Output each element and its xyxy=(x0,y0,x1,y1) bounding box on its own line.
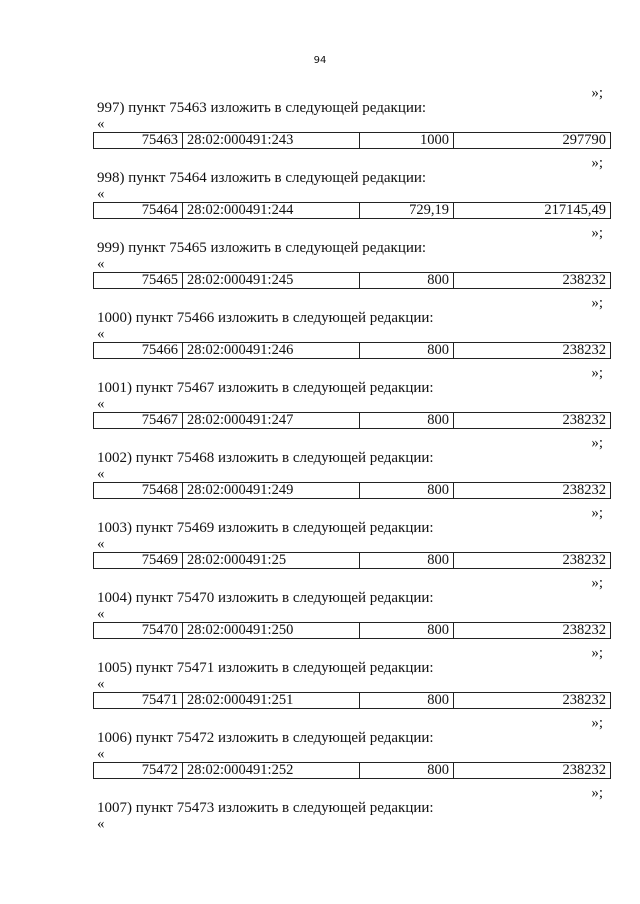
data-table xyxy=(93,202,611,219)
amendment-instruction: 1005) пункт 75471 изложить в следующей редакции: xyxy=(97,660,434,676)
page-number: 94 xyxy=(313,55,327,66)
data-table xyxy=(93,692,611,709)
area-cell: 800 xyxy=(360,343,454,359)
amendment-instruction: 1002) пункт 75468 изложить в следующей редакции: xyxy=(97,450,434,466)
opening-quote: « xyxy=(97,256,105,272)
table-row xyxy=(94,133,611,149)
cadastral-number-cell: 28:02:000491:250 xyxy=(183,623,360,639)
table-row xyxy=(94,553,611,569)
cadastral-number-cell: 28:02:000491:247 xyxy=(183,413,360,429)
data-table xyxy=(93,342,611,359)
value-cell: 238232 xyxy=(454,693,611,709)
value-cell: 238232 xyxy=(454,623,611,639)
amendment-instruction: 1007) пункт 75473 изложить в следующей редакции: xyxy=(97,800,434,816)
item-number-cell: 75464 xyxy=(94,203,183,219)
area-cell: 1000 xyxy=(360,133,454,149)
value-cell: 297790 xyxy=(454,133,611,149)
amendment-instruction: 999) пункт 75465 изложить в следующей редакции: xyxy=(97,240,427,256)
opening-quote: « xyxy=(97,536,105,552)
table-row xyxy=(94,203,611,219)
amendment-block xyxy=(93,155,611,225)
cadastral-number-cell: 28:02:000491:25 xyxy=(183,553,360,569)
cadastral-number-cell: 28:02:000491:246 xyxy=(183,343,360,359)
closing-quote: »; xyxy=(591,155,603,171)
closing-quote: »; xyxy=(591,225,603,241)
opening-quote: « xyxy=(97,746,105,762)
amendment-block xyxy=(93,715,611,785)
item-number-cell: 75470 xyxy=(94,623,183,639)
cadastral-number-cell: 28:02:000491:243 xyxy=(183,133,360,149)
closing-quote: »; xyxy=(591,645,603,661)
data-table xyxy=(93,482,611,499)
closing-quote: »; xyxy=(591,505,603,521)
amendment-instruction: 997) пункт 75463 изложить в следующей редакции: xyxy=(97,100,427,116)
opening-quote: « xyxy=(97,816,105,832)
item-number-cell: 75467 xyxy=(94,413,183,429)
table-row xyxy=(94,483,611,499)
area-cell: 800 xyxy=(360,693,454,709)
opening-quote: « xyxy=(97,326,105,342)
area-cell: 800 xyxy=(360,273,454,289)
cadastral-number-cell: 28:02:000491:245 xyxy=(183,273,360,289)
opening-quote: « xyxy=(97,116,105,132)
area-cell: 800 xyxy=(360,763,454,779)
item-number-cell: 75466 xyxy=(94,343,183,359)
data-table xyxy=(93,132,611,149)
opening-quote: « xyxy=(97,186,105,202)
closing-quote: »; xyxy=(591,715,603,731)
area-cell: 800 xyxy=(360,623,454,639)
amendment-block xyxy=(93,505,611,575)
amendment-block xyxy=(93,85,611,155)
closing-quote: »; xyxy=(591,435,603,451)
amendment-block xyxy=(93,785,611,835)
value-cell: 238232 xyxy=(454,763,611,779)
closing-quote: »; xyxy=(591,365,603,381)
opening-quote: « xyxy=(97,396,105,412)
opening-quote: « xyxy=(97,676,105,692)
area-cell: 800 xyxy=(360,483,454,499)
amendment-instruction: 1006) пункт 75472 изложить в следующей редакции: xyxy=(97,730,434,746)
closing-quote: »; xyxy=(591,575,603,591)
table-row xyxy=(94,273,611,289)
amendment-block xyxy=(93,435,611,505)
data-table xyxy=(93,622,611,639)
data-table xyxy=(93,412,611,429)
amendment-instruction: 1001) пункт 75467 изложить в следующей редакции: xyxy=(97,380,434,396)
amendment-instruction: 1000) пункт 75466 изложить в следующей редакции: xyxy=(97,310,434,326)
area-cell: 800 xyxy=(360,413,454,429)
item-number-cell: 75463 xyxy=(94,133,183,149)
amendment-block xyxy=(93,225,611,295)
item-number-cell: 75471 xyxy=(94,693,183,709)
table-row xyxy=(94,693,611,709)
table-row xyxy=(94,343,611,359)
value-cell: 238232 xyxy=(454,483,611,499)
item-number-cell: 75469 xyxy=(94,553,183,569)
value-cell: 238232 xyxy=(454,343,611,359)
closing-quote: »; xyxy=(591,295,603,311)
cadastral-number-cell: 28:02:000491:244 xyxy=(183,203,360,219)
amendment-instruction: 998) пункт 75464 изложить в следующей редакции: xyxy=(97,170,427,186)
area-cell: 729,19 xyxy=(360,203,454,219)
table-row xyxy=(94,763,611,779)
item-number-cell: 75468 xyxy=(94,483,183,499)
data-table xyxy=(93,552,611,569)
item-number-cell: 75465 xyxy=(94,273,183,289)
amendment-block xyxy=(93,645,611,715)
cadastral-number-cell: 28:02:000491:251 xyxy=(183,693,360,709)
amendment-block xyxy=(93,575,611,645)
closing-quote: »; xyxy=(591,785,603,801)
closing-quote: »; xyxy=(591,85,603,101)
table-row xyxy=(94,623,611,639)
cadastral-number-cell: 28:02:000491:252 xyxy=(183,763,360,779)
amendment-instruction: 1004) пункт 75470 изложить в следующей редакции: xyxy=(97,590,434,606)
table-row xyxy=(94,413,611,429)
amendment-block xyxy=(93,295,611,365)
area-cell: 800 xyxy=(360,553,454,569)
opening-quote: « xyxy=(97,606,105,622)
item-number-cell: 75472 xyxy=(94,763,183,779)
value-cell: 217145,49 xyxy=(454,203,611,219)
amendment-block xyxy=(93,365,611,435)
value-cell: 238232 xyxy=(454,273,611,289)
data-table xyxy=(93,272,611,289)
data-table xyxy=(93,762,611,779)
value-cell: 238232 xyxy=(454,413,611,429)
amendment-instruction: 1003) пункт 75469 изложить в следующей редакции: xyxy=(97,520,434,536)
cadastral-number-cell: 28:02:000491:249 xyxy=(183,483,360,499)
value-cell: 238232 xyxy=(454,553,611,569)
opening-quote: « xyxy=(97,466,105,482)
